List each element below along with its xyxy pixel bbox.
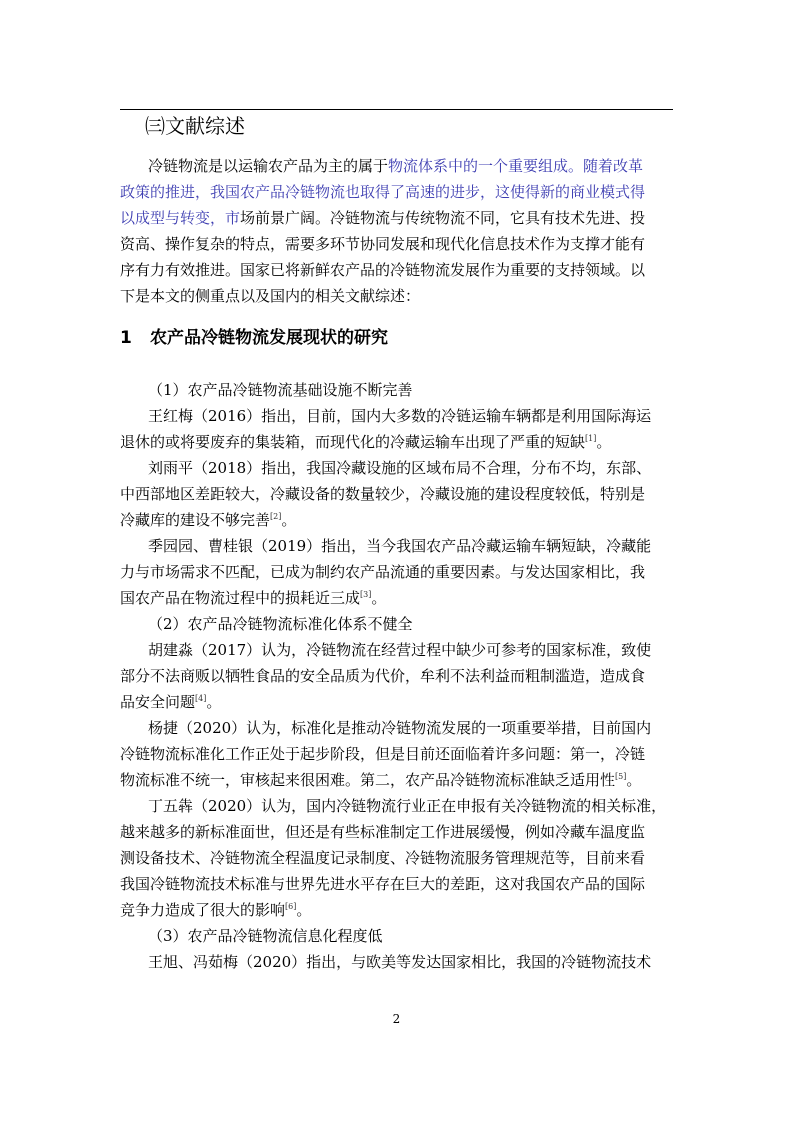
paragraph-line: 品安全问题 — [120, 693, 196, 711]
intro-paragraph — [120, 153, 673, 309]
intro-highlight: 物流体系中的一个重要组成 — [388, 157, 569, 175]
subsection-number: 1 — [120, 328, 132, 348]
subheading-informatization: （3）农产品冷链物流信息化程度低 — [148, 927, 383, 945]
page-number: 2 — [392, 1012, 401, 1026]
subheading-standardization: （2）农产品冷链物流标准化体系不健全 — [148, 615, 413, 633]
subsection-title: 农产品冷链物流发展现状的研究 — [150, 328, 388, 348]
subsection-heading — [120, 325, 388, 351]
paragraph-line: 竞争力造成了很大的影响 — [120, 901, 286, 919]
intro-text: 冷链物流是以运输农产品为主的属于 — [148, 157, 389, 175]
citation-ref: [2] — [270, 512, 282, 521]
intro-text: 场前景广阔。冷链物流与传统物流不同，它具有技术先进、投 — [240, 209, 646, 227]
paragraph-line: 丁五犇（2020）认为，国内冷链物流行业正在申报有关冷链物流的相关标准， — [148, 797, 667, 815]
paragraph-line: 退休的或将要废弃的集装箱，而现代化的冷藏运输车出现了严重的短缺 — [120, 433, 586, 451]
paragraph-line: 我国冷链物流技术标准与世界先进水平存在巨大的差距，这对我国农产品的国际 — [120, 875, 646, 893]
paragraph-line: 国农产品在物流过程中的损耗近三成 — [120, 589, 361, 607]
paragraph-line: 物流标准不统一，审核起来很困难。第二，农产品冷链物流标准缺乏适用性 — [120, 771, 616, 789]
paragraph-line: 力与市场需求不匹配，已成为制约农产品流通的重要因素。与发达国家相比，我 — [120, 563, 646, 581]
intro-line: 资高、操作复杂的特点，需要多环节协同发展和现代化信息技术作为支撑才能有 — [120, 235, 646, 253]
intro-highlight-line: 政策的推进，我国农产品冷链物流也取得了高速的进步，这使得新的商业模式得 — [120, 183, 646, 201]
intro-line: 序有力有效推进。国家已将新鲜农产品的冷链物流发展作为重要的支持领域。以 — [120, 261, 646, 279]
citation-ref: [5] — [615, 772, 627, 781]
paragraph-line: 杨捷（2020）认为，标准化是推动冷链物流发展的一项重要举措，目前国内 — [148, 719, 652, 737]
paragraph-line: 冷链物流标准化工作正处于起步阶段，但是目前还面临着许多问题：第一，冷链 — [120, 745, 646, 763]
paragraph-line: 部分不法商贩以牺牲食品的安全品质为代价，牟利不法利益而粗制滥造，造成食 — [120, 667, 646, 685]
paragraph-line: 中西部地区差距较大，冷藏设备的数量较少，冷藏设施的建设程度较低，特别是 — [120, 485, 646, 503]
citation-ref: [1] — [585, 434, 597, 443]
citation-ref: [6] — [285, 902, 297, 911]
paragraph-line: 冷藏库的建设不够完善 — [120, 511, 271, 529]
body-text: （1）农产品冷链物流基础设施不断完善 王红梅（2016）指出，目前，国内大多数的冷链运输车辆都是利用国际海运 退休的或将要废弃的集装箱，而现代化的冷藏运输车出现了严重的短缺[1]。 刘雨平（2018）指出，我国冷藏设施的区域布局不合理，分布不均，东部、 中西部地区差距较大，冷藏设备的数量较少，冷藏设施的建设程度较低，特别是 冷藏库的建设不够完善[2]。 季园园、曹桂银（2019）指出，当今我国农产品冷藏运输车辆短缺，冷藏能 力与市场需求不匹配，已成为制约农产品流通的重要因素。与发达国家相比，我 国农产品在物流过程中的损耗近三成[3]。 （2）农产品冷链物流标准化体系不健全 胡建淼（2017）认为，冷链物流在经营过程中缺少可参考的国家标准，致使 部分不法商贩以牺牲食品的安全品质为代价，牟利不法利益而粗制滥造，造成食 品安全问题[4]。 杨捷（2020）认为，标准化是推动冷链物流发展的一项重要举措，目前国内 冷链物流标准化工作正处于起步阶段，但是目前还面临着许多问题：第一，冷链 物流标准不统一，审核起来很困难。第二，农产品冷链物流标准缺乏适用性[5]。 丁五犇（2020）认为，国内冷链物流行业正在申报有关冷链物流的相关标准， 越来越多的新标准面世，但还是有些标准制定工作进展缓慢，例如冷藏车温度监 测设备技术、冷链物流全程温度记录制度、冷链物流服务管理规范等，目前来看 我国冷链物流技术标准与世界先进水平存在巨大的差距，这对我国农产品的国际 竞争力造成了很大的影响[6]。 （3）农产品冷链物流信息化程度低 王旭、冯茹梅（2020）指出，与欧美等发达国家相比，我国的冷链物流技术 — [120, 377, 673, 975]
paragraph-line: 季园园、曹桂银（2019）指出，当今我国农产品冷藏运输车辆短缺，冷藏能 — [148, 537, 652, 555]
paragraph-line: 测设备技术、冷链物流全程温度记录制度、冷链物流服务管理规范等，目前来看 — [120, 849, 646, 867]
header-rule — [120, 109, 673, 110]
intro-highlight: 。随着改革 — [568, 157, 644, 175]
paragraph-line: 刘雨平（2018）指出，我国冷藏设施的区域布局不合理，分布不均，东部、 — [148, 459, 652, 477]
intro-highlight: 以成型与转变，市 — [120, 209, 241, 227]
citation-ref: [3] — [360, 590, 372, 599]
paragraph-line: 王红梅（2016）指出，目前，国内大多数的冷链运输车辆都是利用国际海运 — [148, 407, 652, 425]
subheading-infrastructure: （1）农产品冷链物流基础设施不断完善 — [148, 381, 413, 399]
intro-line: 下是本文的侧重点以及国内的相关文献综述： — [120, 287, 421, 305]
paragraph-line: 王旭、冯茹梅（2020）指出，与欧美等发达国家相比，我国的冷链物流技术 — [148, 953, 652, 971]
paragraph-line: 越来越多的新标准面世，但还是有些标准制定工作进展缓慢，例如冷藏车温度监 — [120, 823, 646, 841]
citation-ref: [4] — [195, 694, 207, 703]
paragraph-line: 胡建淼（2017）认为，冷链物流在经营过程中缺少可参考的国家标准，致使 — [148, 641, 652, 659]
section-heading: ㈢文献综述 — [145, 114, 245, 138]
